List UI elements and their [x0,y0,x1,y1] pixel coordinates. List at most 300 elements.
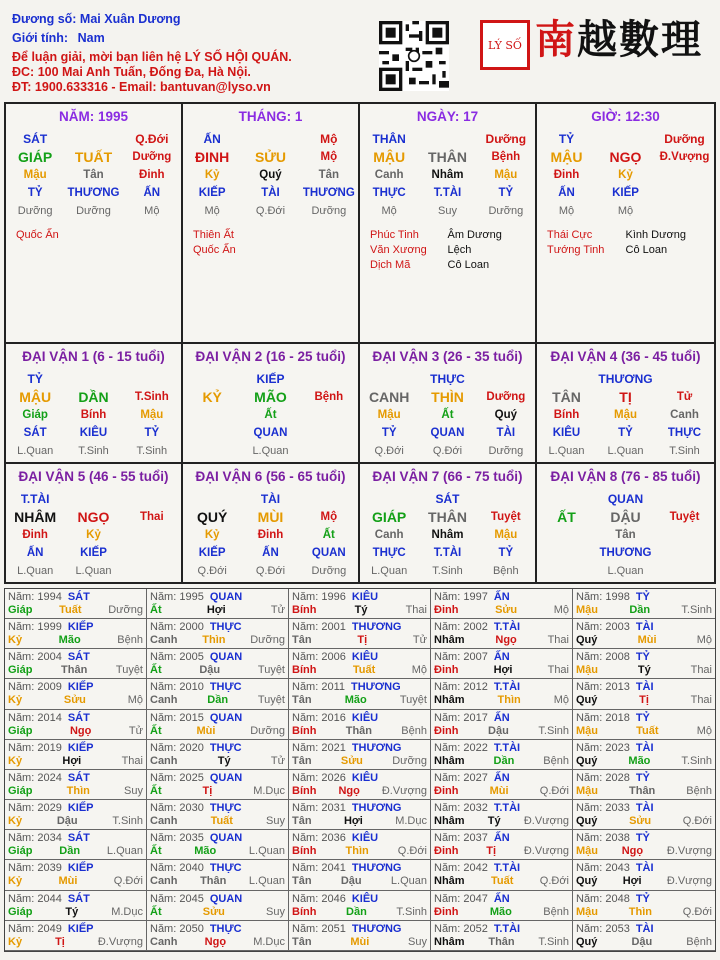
star-name: Dịch Mã [370,259,411,271]
field: TỶ [498,187,514,199]
year-cell[interactable] [5,860,147,890]
field: Mộ [617,205,634,217]
luck-cell[interactable] [360,464,537,582]
year-stem: Canh [150,875,178,888]
gender-label: Giới tính: [12,31,69,45]
year-cell[interactable] [573,649,715,679]
year-god: QUAN [209,711,243,724]
year-bottom [150,604,285,617]
year-label: Năm: 2026 [292,771,346,784]
pillar-row [6,104,714,344]
field: Tử [676,391,693,403]
field: GIÁP [372,509,407,525]
year-top [434,742,569,755]
year-top [8,862,143,875]
year-label: Năm: 2041 [292,862,346,875]
ten-gods [360,184,535,202]
year-branch: Thìn [345,845,369,858]
year-branch: Thân [488,935,515,948]
year-cell[interactable] [573,710,715,740]
year-phase: M.Dục [253,784,285,797]
year-god: TÀI [635,681,654,694]
year-cell[interactable] [147,679,289,709]
field: Dưỡng [76,205,111,217]
year-cell[interactable] [431,770,573,800]
luck-cell[interactable] [360,344,537,462]
year-cell[interactable] [5,710,147,740]
year-phase: T.Sinh [538,935,569,948]
year-top [576,621,712,634]
year-phase: Thai [405,604,427,616]
year-branch: Dần [629,604,651,616]
field: T.Sinh [136,445,168,457]
year-cell[interactable] [147,770,289,800]
field: L.Quan [252,445,289,457]
year-phase: Đ.Vượng [381,784,427,797]
year-phase: Đ.Vượng [97,935,143,948]
year-stem: Quý [576,815,598,828]
luck-cell[interactable] [537,464,714,582]
field: Quý [494,409,517,421]
year-bottom [434,936,569,949]
field: Kỷ [204,529,220,541]
year-branch: Dần [207,694,229,707]
top-god: THÂN [372,132,406,146]
year-label: Năm: 2045 [150,892,204,905]
field: Đ.Vượng [659,151,710,163]
year-cell[interactable] [573,740,715,770]
top-phase: Mộ [320,132,338,146]
field: Dưỡng [486,391,526,403]
year-god: THƯƠNG [351,741,402,754]
year-cell[interactable] [289,770,431,800]
year-label: Năm: 2052 [434,922,488,935]
year-cell[interactable] [289,619,431,649]
field: TỶ [381,427,397,439]
stars-block [183,220,358,258]
year-phase: Mộ [553,604,569,616]
stem-branch-line [183,388,358,406]
year-god: TÀI [635,802,654,815]
year-top [434,621,569,634]
hidden-stems [183,166,358,184]
year-god: THỰC [209,802,242,815]
year-branch: Mão [194,845,217,858]
field: L.Quan [548,445,585,457]
year-cell[interactable] [431,679,573,709]
year-cell[interactable] [573,800,715,830]
luck-cell[interactable] [6,344,183,462]
phases [183,562,358,580]
year-phase: Q.Đới [682,905,712,918]
field: ẤN [262,547,279,559]
phases [360,442,535,460]
year-branch: Thìn [628,905,652,918]
year-label: Năm: 2020 [150,741,204,754]
year-phase: Dưỡng [250,634,285,647]
year-branch: Tị [486,845,497,858]
year-top [150,923,285,936]
year-branch: Thìn [497,694,521,707]
year-cell[interactable] [289,830,431,860]
year-stem: Tân [292,935,312,948]
year-cell[interactable] [573,830,715,860]
luck-title: ĐẠI VẬN 6 (56 - 65 tuổi) [195,469,346,484]
year-branch: Hợi [493,664,513,677]
year-branch: Mão [58,634,81,647]
year-top [434,832,569,845]
year-cell[interactable] [573,891,715,921]
year-stem: Đinh [434,905,459,918]
year-stem: Canh [150,754,178,767]
year-bottom [150,634,285,647]
year-branch: Tị [55,935,65,948]
year-god: ẤN [493,711,510,724]
year-cell[interactable] [5,589,147,619]
field: Đinh [553,169,580,181]
year-cell[interactable] [147,619,289,649]
year-stem: Bính [292,664,317,677]
field: QUAN [253,427,288,439]
year-cell[interactable] [289,679,431,709]
year-phase: Tử [412,634,427,647]
year-cell[interactable] [147,860,289,890]
year-top [150,712,285,725]
year-cell[interactable] [431,649,573,679]
ten-gods [6,544,181,562]
luck-title: ĐẠI VẬN 5 (46 - 55 tuổi) [18,469,169,484]
field: QUAN [430,427,465,439]
hidden-stems [6,406,181,424]
year-label: Năm: 1994 [8,591,62,603]
stem-branch-line [537,388,714,406]
year-cell[interactable] [289,740,431,770]
year-top [434,681,569,694]
year-phase: T.Sinh [396,905,427,918]
year-cell[interactable] [573,589,715,619]
phases [360,562,535,580]
year-cell[interactable] [5,770,147,800]
year-top [150,591,285,604]
year-top [8,681,143,694]
year-cell[interactable] [431,800,573,830]
year-cell[interactable] [289,589,431,619]
field: THƯƠNG [67,187,120,199]
field: Canh [374,529,404,541]
year-stem: Mậu [576,664,598,677]
owner-name: Đương số: Mai Xuân Dương [12,12,181,26]
year-branch: Ngọ [204,935,227,948]
year-cell[interactable] [289,800,431,830]
year-label: Năm: 1999 [8,621,62,634]
year-top [434,893,569,906]
year-cell[interactable] [147,649,289,679]
year-stem: Tân [292,875,312,888]
phases [6,442,181,460]
year-cell[interactable] [289,921,431,951]
luck-top-god [183,490,358,508]
year-stem: Quý [576,935,598,948]
year-branch: Ngọ [621,845,644,858]
year-top [292,923,427,936]
top-god: SÁT [23,132,48,146]
year-branch: Dậu [488,724,509,737]
field: ẤN [558,187,575,199]
luck-top-god [360,490,535,508]
star-name: Văn Xương [370,244,427,256]
stars-right [626,228,705,258]
year-cell[interactable] [573,679,715,709]
year-cell[interactable] [573,860,715,890]
field: NGỌ [609,149,642,165]
year-top [292,832,427,845]
year-phase: Mộ [127,694,143,707]
year-branch: Ngọ [338,784,360,797]
field: KIẾP [80,547,107,559]
year-stem: Canh [150,694,178,707]
year-stem: Ất [150,905,162,918]
year-cell[interactable] [147,921,289,951]
year-cell[interactable] [5,921,147,951]
year-stem: Canh [150,815,178,828]
year-god: KIẾP [67,621,94,634]
year-stem: Giáp [8,905,33,918]
year-cell[interactable] [431,740,573,770]
year-cell[interactable] [431,921,573,951]
year-cell[interactable] [147,800,289,830]
year-cell[interactable] [147,830,289,860]
year-cell[interactable] [573,770,715,800]
year-cell[interactable] [431,891,573,921]
pillar-top-gods [360,130,535,148]
field: Mộ [144,205,160,217]
year-branch: Dậu [199,664,221,677]
year-cell[interactable] [147,589,289,619]
year-phase: Thai [121,754,143,767]
year-bottom [8,694,143,707]
field: THƯƠNG [302,187,355,199]
year-stem: Canh [150,935,178,948]
year-stem: Kỷ [8,754,23,767]
stars-left [547,228,626,258]
year-bottom [576,875,712,888]
year-bottom [576,906,712,919]
year-bottom [150,875,285,888]
field: Canh [374,169,404,181]
year-god: KIẾP [67,922,94,935]
field: TỶ [144,427,160,439]
field: Mộ [320,151,338,163]
qr-code-icon[interactable] [379,21,449,91]
year-cell[interactable] [289,710,431,740]
year-bottom [8,755,143,768]
year-bottom [150,906,285,919]
field: TÂN [552,389,581,405]
year-god: SÁT [67,651,90,664]
stars-block [360,220,535,273]
year-branch: Thìn [202,634,226,647]
year-top [292,802,427,815]
field: KỶ [202,389,222,405]
year-cell[interactable] [289,649,431,679]
year-bottom [292,755,427,768]
year-bottom [576,785,712,798]
brand-char: 越 [577,16,619,63]
year-phase: Tử [128,724,143,737]
year-stem: Tân [292,815,312,828]
year-stem: Ất [150,845,162,858]
star-name: Cô Loan [447,259,490,271]
year-stem: Mậu [576,905,598,918]
year-god: TỶ [635,711,650,724]
luck-title: ĐẠI VẬN 2 (16 - 25 tuổi) [195,349,346,364]
year-cell[interactable] [573,619,715,649]
year-cell[interactable] [431,619,573,649]
year-god: KIẾP [67,862,94,875]
year-phase: Dưỡng [250,724,285,737]
year-branch: Sửu [629,815,652,828]
field: QUAN [311,547,346,559]
luck-cell[interactable] [537,344,714,462]
year-stem: Giáp [8,664,33,677]
year-cell[interactable] [431,830,573,860]
year-label: Năm: 1995 [150,591,204,603]
year-cell[interactable] [289,860,431,890]
year-bottom [576,755,712,768]
star-name: Phúc Tinh [370,229,419,241]
year-branch: Tuất [636,724,659,737]
year-branch: Tị [202,784,213,797]
year-god: KIẾP [67,681,94,694]
year-label: Năm: 2008 [576,651,630,664]
year-label: Năm: 2044 [8,892,62,905]
year-cell[interactable] [5,800,147,830]
year-branch: Mùi [350,935,370,948]
field: Tân [318,169,340,181]
year-branch: Tị [357,634,368,647]
year-phase: M.Dục [253,935,285,948]
field: ẤN [26,547,44,559]
year-cell[interactable] [5,891,147,921]
gender-value: Nam [77,31,105,45]
year-phase: L.Quan [248,875,285,888]
year-bottom [434,755,569,768]
year-branch: Tị [639,694,649,707]
year-branch: Tý [637,664,651,677]
field: TÀI [261,187,280,199]
phases [537,442,714,460]
year-label: Năm: 2012 [434,681,488,694]
field: Tuyệt [669,511,700,523]
year-stem: Đinh [434,845,459,858]
luck-top-god [360,370,535,388]
year-top [292,772,427,785]
year-cell[interactable] [289,891,431,921]
luck-cell[interactable] [183,344,360,462]
year-top [576,893,712,906]
year-top [8,802,143,815]
year-god: SÁT [67,892,90,905]
field: Thai [140,511,164,523]
year-branch: Tý [217,754,231,767]
star-name: Quốc Ấn [193,244,236,256]
year-stem: Bính [292,845,317,858]
year-cell[interactable] [431,710,573,740]
year-god: QUAN [209,591,243,603]
luck-cell[interactable] [6,464,183,582]
field: THÂN [428,149,467,165]
year-bottom [434,875,569,888]
year-branch: Hợi [622,875,642,888]
year-god: TÀI [635,862,654,875]
year-branch: Hợi [206,604,226,616]
year-stem: Quý [576,694,598,707]
year-cell[interactable] [5,649,147,679]
year-label: Năm: 2043 [576,862,630,875]
year-top [150,681,285,694]
year-god: ẤN [493,892,510,905]
year-label: Năm: 2030 [150,802,204,815]
year-god: ẤN [493,771,510,784]
year-stem: Kỷ [8,815,23,828]
phone-email: ĐT: 1900.633316 - Email: bantuvan@lyso.vn [12,80,271,94]
luck-cell[interactable] [183,464,360,582]
year-cell[interactable] [147,740,289,770]
stem-branch-line [360,388,535,406]
year-top [8,832,143,845]
year-cell[interactable] [431,860,573,890]
year-label: Năm: 2031 [292,802,346,815]
ten-gods [6,424,181,442]
year-cell[interactable] [147,891,289,921]
field: L.Quan [607,565,644,577]
year-cell[interactable] [5,740,147,770]
top-god: TỶ [27,372,43,386]
top-god: KIẾP [256,372,285,386]
year-label: Năm: 2000 [150,621,204,634]
year-top [434,591,569,604]
year-god: THƯƠNG [351,802,402,815]
year-branch: Thân [345,724,373,737]
year-phase: Tử [270,754,285,767]
year-stem: Kỷ [8,935,23,948]
top-god: ẤN [203,132,221,146]
field: Q.Đới [374,445,404,457]
year-cell[interactable] [5,619,147,649]
year-top [8,742,143,755]
year-branch: Mão [344,694,367,707]
year-bottom [292,845,427,858]
ten-gods [183,544,358,562]
year-god: THỰC [209,922,242,935]
year-cell[interactable] [573,921,715,951]
year-branch: Mùi [58,875,78,888]
year-label: Năm: 2014 [8,711,62,724]
year-label: Năm: 2046 [292,892,346,905]
year-cell[interactable] [5,679,147,709]
year-stem: Nhâm [434,754,465,767]
year-label: Năm: 1997 [434,591,488,603]
year-god: T.TÀI [493,862,521,875]
field: Bệnh [314,391,344,403]
hidden-stems [537,166,714,184]
brand-logo [535,18,703,62]
year-cell[interactable] [5,830,147,860]
year-top [576,802,712,815]
year-cell[interactable] [147,710,289,740]
year-cell[interactable] [431,589,573,619]
year-branch: Dần [493,754,515,767]
